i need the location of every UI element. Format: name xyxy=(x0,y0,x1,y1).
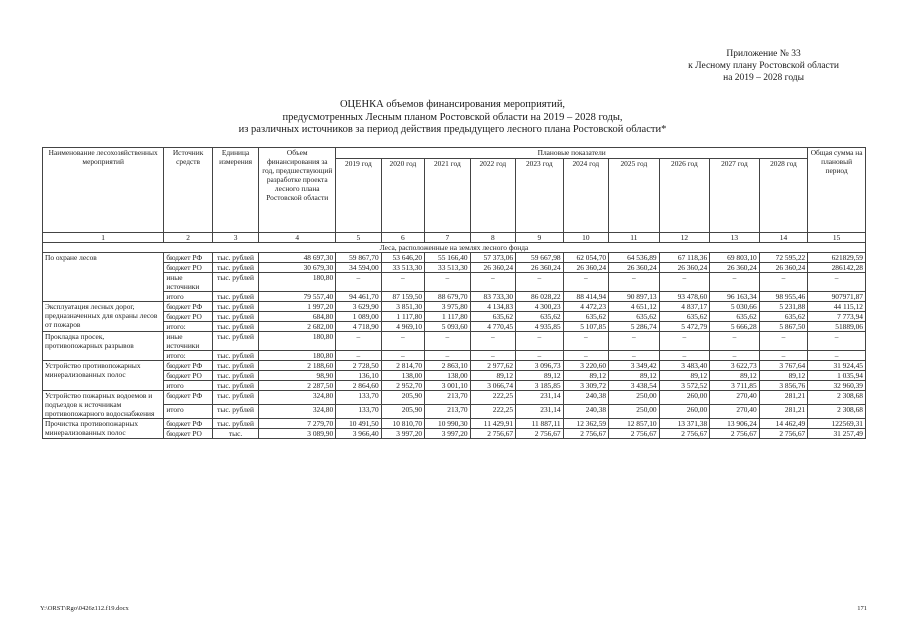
year-value-cell: 2 756,67 xyxy=(759,429,808,439)
year-value-cell: – xyxy=(470,351,515,361)
column-number: 13 xyxy=(710,233,760,243)
activity-cell: Устройство пожарных водоемов и подъездов к источникам противопожарного водоснабжения xyxy=(43,391,164,419)
unit-cell: тыс. рублей xyxy=(212,263,259,273)
header-year: 2026 год xyxy=(659,159,710,233)
year-value-cell: 3 997,20 xyxy=(381,429,424,439)
unit-cell: тыс. рублей xyxy=(212,405,259,419)
year-value-cell: 64 536,89 xyxy=(609,253,660,263)
year-value-cell: – xyxy=(659,351,710,361)
year-value-cell: – xyxy=(470,273,515,292)
table-row xyxy=(43,381,866,391)
year-value-cell: 89,12 xyxy=(659,371,710,381)
year-value-cell: 93 478,60 xyxy=(659,292,710,302)
year-value-cell: – xyxy=(425,351,470,361)
year-value-cell: 87 159,50 xyxy=(381,292,424,302)
year-value-cell: 34 594,00 xyxy=(336,263,381,273)
year-value-cell: 5 030,66 xyxy=(710,302,760,312)
year-value-cell: 89,12 xyxy=(563,371,608,381)
year-value-cell: 5 472,79 xyxy=(659,322,710,332)
volume-cell: 48 697,30 xyxy=(259,253,336,263)
year-value-cell: – xyxy=(659,332,710,351)
column-number: 7 xyxy=(425,233,470,243)
year-value-cell: 635,62 xyxy=(516,312,564,322)
source-cell: бюджет РО xyxy=(164,429,213,439)
year-value-cell: 4 837,17 xyxy=(659,302,710,312)
year-value-cell: 4 969,10 xyxy=(381,322,424,332)
activity-cell: По охране лесов xyxy=(43,253,164,302)
year-value-cell: 2 756,67 xyxy=(516,429,564,439)
year-value-cell: 11 429,91 xyxy=(470,419,515,429)
year-value-cell: 2 864,60 xyxy=(336,381,381,391)
unit-cell: тыс. рублей xyxy=(212,371,259,381)
column-number: 3 xyxy=(212,233,259,243)
header-year: 2022 год xyxy=(470,159,515,233)
year-value-cell: 10 810,70 xyxy=(381,419,424,429)
section-title: Леса, расположенные на землях лесного фонда xyxy=(43,243,866,253)
appendix-line-3: на 2019 – 2028 годы xyxy=(723,73,805,83)
year-value-cell: 26 360,24 xyxy=(563,263,608,273)
volume-cell: 684,80 xyxy=(259,312,336,322)
source-cell: бюджет РФ xyxy=(164,391,213,405)
year-value-cell: 2 756,67 xyxy=(563,429,608,439)
year-value-cell: 14 462,49 xyxy=(759,419,808,429)
year-value-cell: 12 362,59 xyxy=(563,419,608,429)
unit-cell: тыс. рублей xyxy=(212,361,259,371)
file-path: Y:\ORST\Rgo\0426z112.f19.docx xyxy=(40,605,129,612)
year-value-cell: 89,12 xyxy=(470,371,515,381)
year-value-cell: – xyxy=(425,332,470,351)
source-cell: бюджет РФ xyxy=(164,302,213,312)
volume-cell: 7 279,70 xyxy=(259,419,336,429)
unit-cell: тыс. рублей xyxy=(212,351,259,361)
source-cell: бюджет РО xyxy=(164,263,213,273)
year-value-cell: – xyxy=(516,273,564,292)
year-value-cell: 26 360,24 xyxy=(659,263,710,273)
year-value-cell: – xyxy=(563,273,608,292)
source-cell: бюджет РО xyxy=(164,312,213,322)
activity-cell: Эксплуатация лесных дорог, предназначенных для охраны лесов от пожаров xyxy=(43,302,164,332)
year-value-cell: 270,40 xyxy=(710,391,760,405)
unit-cell: тыс. рублей xyxy=(212,419,259,429)
table-row xyxy=(43,292,866,302)
year-value-cell: 13 371,38 xyxy=(659,419,710,429)
year-value-cell: 3 185,85 xyxy=(516,381,564,391)
total-cell: 44 115,12 xyxy=(808,302,866,312)
volume-cell: 324,80 xyxy=(259,405,336,419)
year-value-cell: 83 733,30 xyxy=(470,292,515,302)
year-value-cell: 3 438,54 xyxy=(609,381,660,391)
year-value-cell: – xyxy=(759,273,808,292)
year-value-cell: 72 595,22 xyxy=(759,253,808,263)
year-value-cell: 88 414,94 xyxy=(563,292,608,302)
year-value-cell: 4 718,90 xyxy=(336,322,381,332)
table-row xyxy=(43,429,866,439)
year-value-cell: 222,25 xyxy=(470,405,515,419)
year-value-cell: – xyxy=(381,332,424,351)
year-value-cell: 205,90 xyxy=(381,391,424,405)
year-value-cell: 281,21 xyxy=(759,391,808,405)
year-value-cell: 59 867,70 xyxy=(336,253,381,263)
year-value-cell: 222,25 xyxy=(470,391,515,405)
unit-cell: тыс. xyxy=(212,429,259,439)
volume-cell: 180,80 xyxy=(259,332,336,351)
year-value-cell: 138,00 xyxy=(381,371,424,381)
year-value-cell: 136,10 xyxy=(336,371,381,381)
year-value-cell: 133,70 xyxy=(336,405,381,419)
volume-cell: 2 188,60 xyxy=(259,361,336,371)
year-value-cell: 10 491,50 xyxy=(336,419,381,429)
year-value-cell: 5 666,28 xyxy=(710,322,760,332)
year-value-cell: 270,40 xyxy=(710,405,760,419)
year-value-cell: 94 461,70 xyxy=(336,292,381,302)
source-cell: иные источники xyxy=(164,332,213,351)
unit-cell: тыс. рублей xyxy=(212,332,259,351)
year-value-cell: 4 651,12 xyxy=(609,302,660,312)
year-value-cell: – xyxy=(710,332,760,351)
year-value-cell: 3 066,74 xyxy=(470,381,515,391)
year-value-cell: 96 163,34 xyxy=(710,292,760,302)
unit-cell: тыс. рублей xyxy=(212,292,259,302)
total-cell: – xyxy=(808,351,866,361)
year-value-cell: 281,21 xyxy=(759,405,808,419)
year-value-cell: – xyxy=(563,332,608,351)
year-value-cell: 12 857,10 xyxy=(609,419,660,429)
year-value-cell: 213,70 xyxy=(425,391,470,405)
year-value-cell: 33 513,30 xyxy=(425,263,470,273)
header-source: Источник средств xyxy=(164,148,213,233)
year-value-cell: 2 863,10 xyxy=(425,361,470,371)
year-value-cell: 3 856,76 xyxy=(759,381,808,391)
year-value-cell: – xyxy=(516,332,564,351)
table-row xyxy=(43,322,866,332)
section-row xyxy=(43,243,866,253)
appendix-line-2: к Лесному плану Ростовской области xyxy=(688,61,839,71)
unit-cell: тыс. рублей xyxy=(212,322,259,332)
year-value-cell: 231,14 xyxy=(516,405,564,419)
year-value-cell: – xyxy=(710,273,760,292)
total-cell: 122569,31 xyxy=(808,419,866,429)
total-cell: 2 308,68 xyxy=(808,391,866,405)
year-value-cell: 26 360,24 xyxy=(516,263,564,273)
unit-cell: тыс. рублей xyxy=(212,302,259,312)
year-value-cell: 86 028,22 xyxy=(516,292,564,302)
year-value-cell: 55 166,40 xyxy=(425,253,470,263)
total-cell: 32 960,39 xyxy=(808,381,866,391)
table-row xyxy=(43,391,866,405)
total-cell: 31 257,49 xyxy=(808,429,866,439)
header-year: 2019 год xyxy=(336,159,381,233)
column-number: 15 xyxy=(808,233,866,243)
table-body xyxy=(43,243,866,439)
year-value-cell: 26 360,24 xyxy=(470,263,515,273)
total-cell: – xyxy=(808,273,866,292)
header-year: 2025 год xyxy=(609,159,660,233)
year-value-cell: 3 309,72 xyxy=(563,381,608,391)
year-value-cell: 89,12 xyxy=(710,371,760,381)
year-value-cell: 2 728,50 xyxy=(336,361,381,371)
volume-cell: 3 089,90 xyxy=(259,429,336,439)
header-year: 2023 год xyxy=(516,159,564,233)
table-row xyxy=(43,419,866,429)
activity-cell: Устройство противопожарных минерализованных полос xyxy=(43,361,164,391)
column-numbers-row xyxy=(43,233,866,243)
volume-cell: 79 557,40 xyxy=(259,292,336,302)
source-cell: итого xyxy=(164,292,213,302)
year-value-cell: 2 756,67 xyxy=(609,429,660,439)
year-value-cell: 4 770,45 xyxy=(470,322,515,332)
page-number: 171 xyxy=(857,605,867,612)
year-value-cell: 62 054,70 xyxy=(563,253,608,263)
header-volume: Объем финансирования за год, предшествующий разработке проекта лесного плана Ростовской области xyxy=(259,148,336,233)
column-number: 8 xyxy=(470,233,515,243)
column-number: 10 xyxy=(563,233,608,243)
volume-cell: 30 679,30 xyxy=(259,263,336,273)
year-value-cell: 231,14 xyxy=(516,391,564,405)
total-cell: 51889,06 xyxy=(808,322,866,332)
year-value-cell: – xyxy=(759,332,808,351)
year-value-cell: 3 767,64 xyxy=(759,361,808,371)
header-unit: Единица измерения xyxy=(212,148,259,233)
volume-cell: 2 682,00 xyxy=(259,322,336,332)
financing-table xyxy=(42,147,866,439)
year-value-cell: 26 360,24 xyxy=(759,263,808,273)
year-value-cell: 3 997,20 xyxy=(425,429,470,439)
year-value-cell: 89,12 xyxy=(759,371,808,381)
volume-cell: 324,80 xyxy=(259,391,336,405)
year-value-cell: 3 572,52 xyxy=(659,381,710,391)
header-year: 2020 год xyxy=(381,159,424,233)
year-value-cell: 2 756,67 xyxy=(659,429,710,439)
table-row xyxy=(43,351,866,361)
title-line-3: из различных источников за период действия предыдущего лесного плана Ростовской области* xyxy=(238,124,667,135)
year-value-cell: 635,62 xyxy=(609,312,660,322)
header-year: 2024 год xyxy=(563,159,608,233)
year-value-cell: 3 851,30 xyxy=(381,302,424,312)
header-year: 2028 год xyxy=(759,159,808,233)
year-value-cell: 3 629,90 xyxy=(336,302,381,312)
year-value-cell: 88 679,70 xyxy=(425,292,470,302)
year-value-cell: 57 373,06 xyxy=(470,253,515,263)
column-number: 9 xyxy=(516,233,564,243)
year-value-cell: – xyxy=(609,351,660,361)
year-value-cell: 3 975,80 xyxy=(425,302,470,312)
source-cell: итого: xyxy=(164,322,213,332)
year-value-cell: 3 349,42 xyxy=(609,361,660,371)
unit-cell: тыс. рублей xyxy=(212,381,259,391)
year-value-cell: 3 096,73 xyxy=(516,361,564,371)
year-value-cell: 2 814,70 xyxy=(381,361,424,371)
volume-cell: 98,90 xyxy=(259,371,336,381)
year-value-cell: 4 935,85 xyxy=(516,322,564,332)
year-value-cell: 1 117,80 xyxy=(381,312,424,322)
year-value-cell: 5 093,60 xyxy=(425,322,470,332)
source-cell: бюджет РФ xyxy=(164,361,213,371)
column-number: 11 xyxy=(609,233,660,243)
header-row-1 xyxy=(43,148,866,159)
header-year: 2021 год xyxy=(425,159,470,233)
year-value-cell: 5 231,88 xyxy=(759,302,808,312)
appendix-line-1: Приложение № 33 xyxy=(726,49,801,59)
year-value-cell: 260,00 xyxy=(659,391,710,405)
year-value-cell: 5 107,85 xyxy=(563,322,608,332)
year-value-cell: – xyxy=(609,332,660,351)
source-cell: итого xyxy=(164,405,213,419)
year-value-cell: 3 483,40 xyxy=(659,361,710,371)
total-cell: 1 035,94 xyxy=(808,371,866,381)
year-value-cell: – xyxy=(759,351,808,361)
year-value-cell: 260,00 xyxy=(659,405,710,419)
table-row xyxy=(43,312,866,322)
total-cell: 2 308,68 xyxy=(808,405,866,419)
year-value-cell: 213,70 xyxy=(425,405,470,419)
year-value-cell: 2 952,70 xyxy=(381,381,424,391)
year-value-cell: 89,12 xyxy=(609,371,660,381)
document-title xyxy=(0,99,905,137)
title-line-2: предусмотренных Лесным планом Ростовской области на 2019 – 2028 годы, xyxy=(282,111,623,123)
year-value-cell: 138,00 xyxy=(425,371,470,381)
title-line-1: ОЦЕНКА объемов финансирования мероприятий, xyxy=(339,99,566,110)
year-value-cell: – xyxy=(381,273,424,292)
table-row xyxy=(43,371,866,381)
unit-cell: тыс. рублей xyxy=(212,253,259,263)
header-activity: Наименование лесохозяйственных мероприятий xyxy=(43,148,164,233)
table-row xyxy=(43,253,866,263)
year-value-cell: 59 667,98 xyxy=(516,253,564,263)
volume-cell: 180,80 xyxy=(259,351,336,361)
year-value-cell: 3 966,40 xyxy=(336,429,381,439)
year-value-cell: 69 803,10 xyxy=(710,253,760,263)
activity-cell: Прочистка противопожарных минерализованных полос xyxy=(43,419,164,439)
year-value-cell: 2 977,62 xyxy=(470,361,515,371)
year-value-cell: 250,00 xyxy=(609,405,660,419)
year-value-cell: – xyxy=(336,273,381,292)
column-number: 2 xyxy=(164,233,213,243)
column-number: 12 xyxy=(659,233,710,243)
year-value-cell: 3 622,73 xyxy=(710,361,760,371)
year-value-cell: 2 756,67 xyxy=(710,429,760,439)
year-value-cell: 4 300,23 xyxy=(516,302,564,312)
column-number: 6 xyxy=(381,233,424,243)
year-value-cell: 53 646,20 xyxy=(381,253,424,263)
year-value-cell: – xyxy=(381,351,424,361)
volume-cell: 1 997,20 xyxy=(259,302,336,312)
year-value-cell: 98 955,46 xyxy=(759,292,808,302)
table-row xyxy=(43,405,866,419)
year-value-cell: – xyxy=(336,332,381,351)
total-cell: 286142,28 xyxy=(808,263,866,273)
total-cell: 31 924,45 xyxy=(808,361,866,371)
year-value-cell: 13 906,24 xyxy=(710,419,760,429)
year-value-cell: 635,62 xyxy=(759,312,808,322)
source-cell: бюджет РО xyxy=(164,371,213,381)
year-value-cell: 3 220,60 xyxy=(563,361,608,371)
year-value-cell: 635,62 xyxy=(659,312,710,322)
year-value-cell: 89,12 xyxy=(516,371,564,381)
year-value-cell: 5 286,74 xyxy=(609,322,660,332)
table-row xyxy=(43,302,866,312)
year-value-cell: 4 134,83 xyxy=(470,302,515,312)
year-value-cell: 635,62 xyxy=(710,312,760,322)
year-value-cell: – xyxy=(609,273,660,292)
table-row xyxy=(43,263,866,273)
year-value-cell: 33 513,30 xyxy=(381,263,424,273)
source-cell: итого xyxy=(164,381,213,391)
total-cell: 621829,59 xyxy=(808,253,866,263)
column-number: 14 xyxy=(759,233,808,243)
year-value-cell: 1 117,80 xyxy=(425,312,470,322)
year-value-cell: 240,38 xyxy=(563,405,608,419)
year-value-cell: – xyxy=(710,351,760,361)
total-cell: 907971,87 xyxy=(808,292,866,302)
year-value-cell: 26 360,24 xyxy=(710,263,760,273)
year-value-cell: – xyxy=(659,273,710,292)
year-value-cell: 3 001,10 xyxy=(425,381,470,391)
year-value-cell: – xyxy=(470,332,515,351)
unit-cell: тыс. рублей xyxy=(212,312,259,322)
year-value-cell: 4 472,23 xyxy=(563,302,608,312)
source-cell: иные источники xyxy=(164,273,213,292)
source-cell: бюджет РФ xyxy=(164,253,213,263)
year-value-cell: 26 360,24 xyxy=(609,263,660,273)
volume-cell: 180,80 xyxy=(259,273,336,292)
year-value-cell: 2 756,67 xyxy=(470,429,515,439)
year-value-cell: 90 897,13 xyxy=(609,292,660,302)
year-value-cell: – xyxy=(336,351,381,361)
year-value-cell: 67 118,36 xyxy=(659,253,710,263)
year-value-cell: 250,00 xyxy=(609,391,660,405)
header-planned: Плановые показатели xyxy=(336,148,808,159)
column-number: 5 xyxy=(336,233,381,243)
column-number: 4 xyxy=(259,233,336,243)
source-cell: бюджет РФ xyxy=(164,419,213,429)
table-row xyxy=(43,332,866,351)
year-value-cell: – xyxy=(516,351,564,361)
year-value-cell: – xyxy=(563,351,608,361)
unit-cell: тыс. рублей xyxy=(212,391,259,405)
source-cell: итого: xyxy=(164,351,213,361)
table-row xyxy=(43,361,866,371)
volume-cell: 2 287,50 xyxy=(259,381,336,391)
total-cell: 7 773,94 xyxy=(808,312,866,322)
appendix-header xyxy=(688,48,839,84)
year-value-cell: 635,62 xyxy=(470,312,515,322)
total-cell: – xyxy=(808,332,866,351)
year-value-cell: 133,70 xyxy=(336,391,381,405)
year-value-cell: 1 089,00 xyxy=(336,312,381,322)
year-value-cell: – xyxy=(425,273,470,292)
table-row xyxy=(43,273,866,292)
year-value-cell: 10 990,30 xyxy=(425,419,470,429)
header-total: Общая сумма на плановый период xyxy=(808,148,866,233)
unit-cell: тыс. рублей xyxy=(212,273,259,292)
year-value-cell: 205,90 xyxy=(381,405,424,419)
activity-cell: Прокладка просек, противопожарных разрывов xyxy=(43,332,164,361)
year-value-cell: 5 867,50 xyxy=(759,322,808,332)
year-value-cell: 3 711,85 xyxy=(710,381,760,391)
year-value-cell: 11 887,11 xyxy=(516,419,564,429)
year-value-cell: 635,62 xyxy=(563,312,608,322)
header-year: 2027 год xyxy=(710,159,760,233)
year-value-cell: 240,38 xyxy=(563,391,608,405)
column-number: 1 xyxy=(43,233,164,243)
